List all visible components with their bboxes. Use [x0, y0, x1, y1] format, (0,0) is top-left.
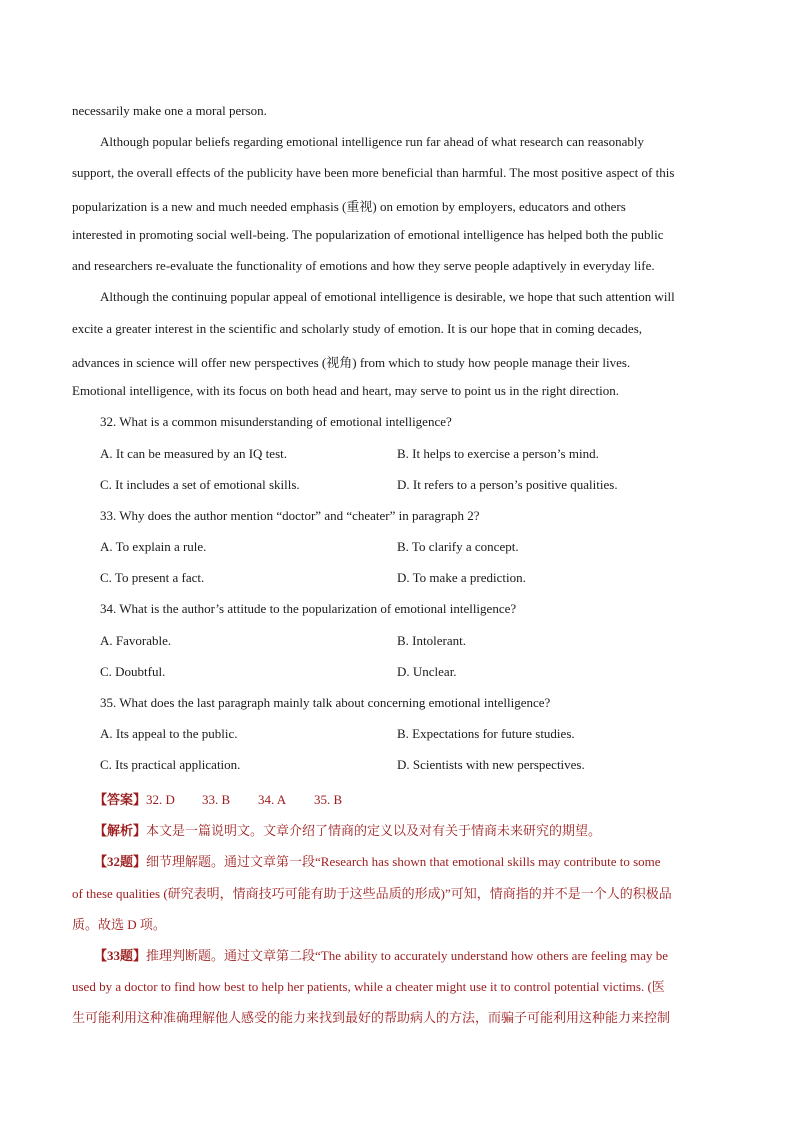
- question-34-option-d: D. Unclear.: [397, 664, 457, 679]
- analysis-tag: 【解析】: [94, 823, 147, 838]
- answer-value: 32. D: [146, 792, 175, 807]
- q33-text: 推理判断题。通过文章第二段“The ability to accurately understand how others are feeling may be: [146, 948, 669, 963]
- analysis-line: [94, 820, 718, 839]
- question-33-option-c: C. To present a fact.: [100, 570, 205, 585]
- question-32-option-c: C. It includes a set of emotional skills.: [100, 477, 300, 492]
- q33-explanation-line: [94, 945, 718, 964]
- question-35-stem: 35. What does the last paragraph mainly talk about concerning emotional intelligence?: [100, 695, 551, 710]
- answer-value: 34. A: [258, 792, 287, 807]
- question-33-option-a: A. To explain a rule.: [100, 539, 207, 554]
- question-32-option-b: B. It helps to exercise a person’s mind.: [397, 446, 599, 461]
- q32-explanation-line: 质。故选 D 项。: [72, 917, 166, 932]
- question-35-option-d: D. Scientists with new perspectives.: [397, 757, 585, 772]
- question-33-stem: 33. Why does the author mention “doctor” and “cheater” in paragraph 2?: [100, 508, 480, 523]
- passage-line: Although popular beliefs regarding emotional intelligence run far ahead of what research can reasonably: [100, 134, 644, 149]
- answer-key: [94, 789, 718, 808]
- passage-line: advances in science will offer new perspectives (视角) from which to study how people manage their lives.: [72, 355, 631, 370]
- q33-explanation-line: used by a doctor to find how best to help her patients, while a cheater might use it to control potential victims. (医: [72, 979, 665, 994]
- question-35-option-a: A. Its appeal to the public.: [100, 726, 238, 741]
- passage-line: and researchers re-evaluate the functionality of emotions and how they serve people adaptively in everyday life.: [72, 258, 655, 273]
- passage-line: support, the overall effects of the publicity have been more beneficial than harmful. The most positive aspect of this: [72, 165, 675, 180]
- q32-tag: 【32题】: [94, 854, 147, 869]
- q33-explanation-line: 生可能利用这种准确理解他人感受的能力来找到最好的帮助病人的方法，而骗子可能利用这种能力来控制: [72, 1010, 671, 1025]
- question-32-option-d: D. It refers to a person’s positive qualities.: [397, 477, 618, 492]
- passage-line: necessarily make one a moral person.: [72, 103, 267, 118]
- question-33-option-b: B. To clarify a concept.: [397, 539, 519, 554]
- answer-value: 35. B: [314, 792, 343, 807]
- q32-explanation-line: of these qualities (研究表明，情商技巧可能有助于这些品质的形成)”可知，情商指的并不是一个人的积极品: [72, 886, 672, 901]
- question-34-option-c: C. Doubtful.: [100, 664, 166, 679]
- answer-value: 33. B: [202, 792, 231, 807]
- question-35-option-b: B. Expectations for future studies.: [397, 726, 575, 741]
- question-32-stem: 32. What is a common misunderstanding of emotional intelligence?: [100, 414, 452, 429]
- question-32-option-a: A. It can be measured by an IQ test.: [100, 446, 287, 461]
- q32-text: 细节理解题。通过文章第一段“Research has shown that emotional skills may contribute to some: [146, 854, 661, 869]
- question-34-stem: 34. What is the author’s attitude to the popularization of emotional intelligence?: [100, 601, 517, 616]
- q32-explanation-line: [94, 851, 718, 870]
- passage-line: Although the continuing popular appeal of emotional intelligence is desirable, we hope that such attention will: [100, 289, 675, 304]
- passage-line: Emotional intelligence, with its focus on both head and heart, may serve to point us in the right direction.: [72, 383, 619, 398]
- analysis-text: 本文是一篇说明文。文章介绍了情商的定义以及对有关于情商未来研究的期望。: [146, 823, 602, 838]
- question-34-option-a: A. Favorable.: [100, 633, 172, 648]
- question-35-option-c: C. Its practical application.: [100, 757, 241, 772]
- question-33-option-d: D. To make a prediction.: [397, 570, 526, 585]
- passage-line: excite a greater interest in the scientific and scholarly study of emotion. It is our hope that in coming decades,: [72, 321, 643, 336]
- passage-line: interested in promoting social well-being. The popularization of emotional intelligence has helped both the public: [72, 227, 664, 242]
- q33-tag: 【33题】: [94, 948, 147, 963]
- question-34-option-b: B. Intolerant.: [397, 633, 466, 648]
- passage-line: popularization is a new and much needed emphasis (重视) on emotion by employers, educators and others: [72, 199, 626, 214]
- answer-tag: 【答案】: [94, 792, 147, 807]
